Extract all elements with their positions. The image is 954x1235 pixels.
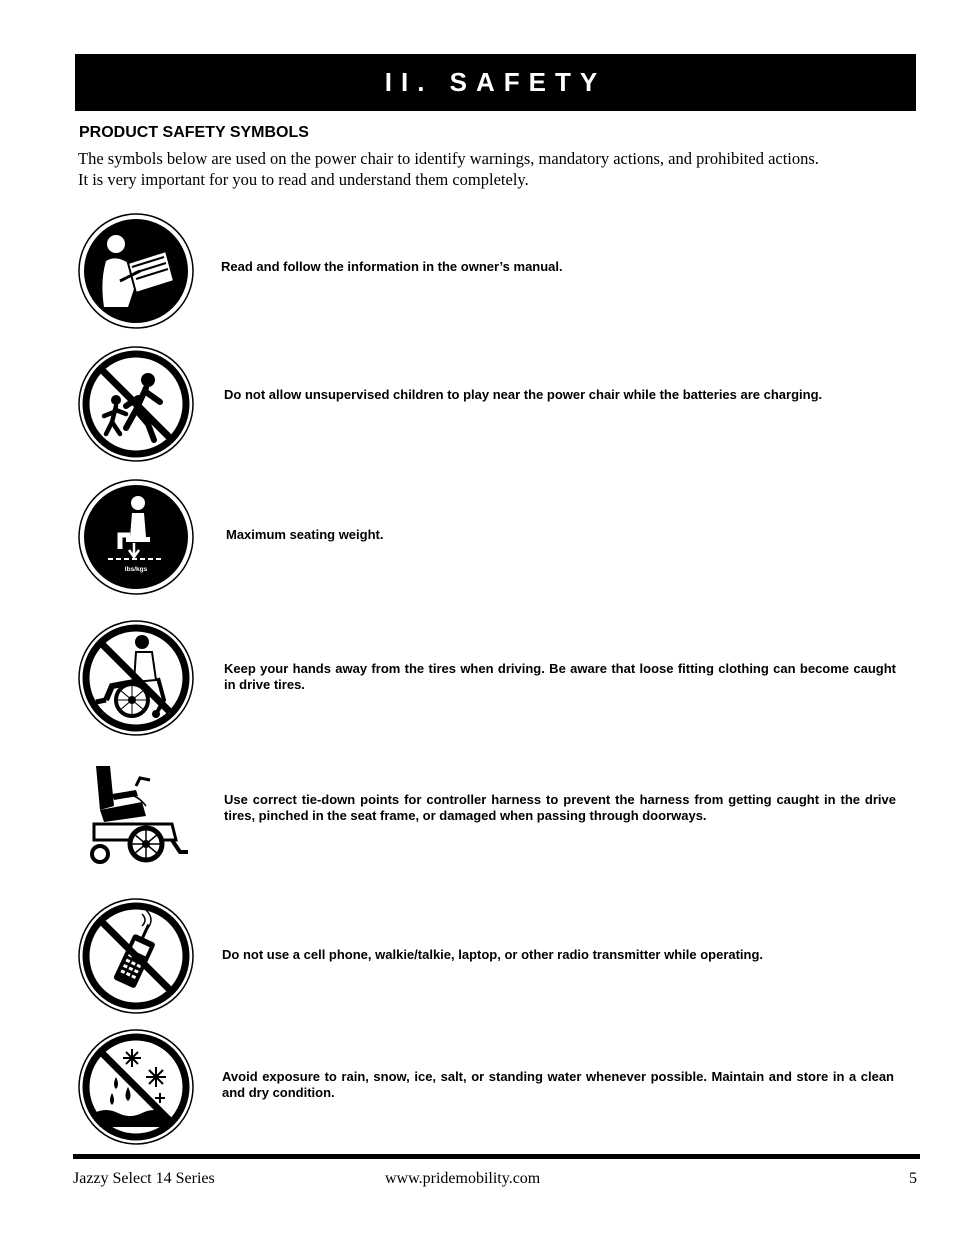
- symbol-description: Keep your hands away from the tires when driving. Be aware that loose fitting clothing can become caught in drive tires.: [224, 661, 896, 692]
- page-number: 5: [909, 1170, 917, 1187]
- section-banner: [75, 54, 916, 111]
- read-manual-icon: [76, 211, 196, 331]
- footer-rule: [73, 1154, 920, 1159]
- symbol-description: Maximum seating weight.: [226, 527, 384, 542]
- no-water-snow-icon: [76, 1027, 196, 1147]
- symbol-description: Do not use a cell phone, walkie/talkie, laptop, or other radio transmitter while operating.: [222, 947, 764, 962]
- footer-website: www.pridemobility.com: [385, 1170, 541, 1187]
- symbol-description: Do not allow unsupervised children to play near the power chair while the batteries are charging.: [224, 387, 823, 402]
- max-weight-icon: [76, 477, 196, 597]
- hands-away-tires-icon: [76, 618, 196, 738]
- symbol-description: Use correct tie-down points for controller harness to prevent the harness from getting caught in the drive tires, pinched in the seat frame, or damaged when passing through doorways.: [224, 792, 896, 823]
- tie-down-powerchair-icon: [76, 760, 196, 880]
- intro-line: It is very important for you to read and understand them completely.: [78, 170, 529, 189]
- symbol-description: Avoid exposure to rain, snow, ice, salt, or standing water whenever possible. Maintain and store in a clean and dry condition.: [222, 1069, 894, 1100]
- intro-paragraph: [78, 148, 928, 190]
- subheading: PRODUCT SAFETY SYMBOLS: [79, 124, 309, 141]
- intro-line: The symbols below are used on the power chair to identify warnings, mandatory actions, and prohibited actions.: [78, 149, 819, 168]
- footer-product: Jazzy Select 14 Series: [73, 1170, 215, 1187]
- no-children-icon: [76, 344, 196, 464]
- no-cell-phone-icon: [76, 896, 196, 1016]
- symbol-description: Read and follow the information in the owner’s manual.: [221, 259, 563, 274]
- weight-unit-label: lbs/kgs: [124, 566, 148, 573]
- section-title: II. SAFETY: [384, 67, 607, 97]
